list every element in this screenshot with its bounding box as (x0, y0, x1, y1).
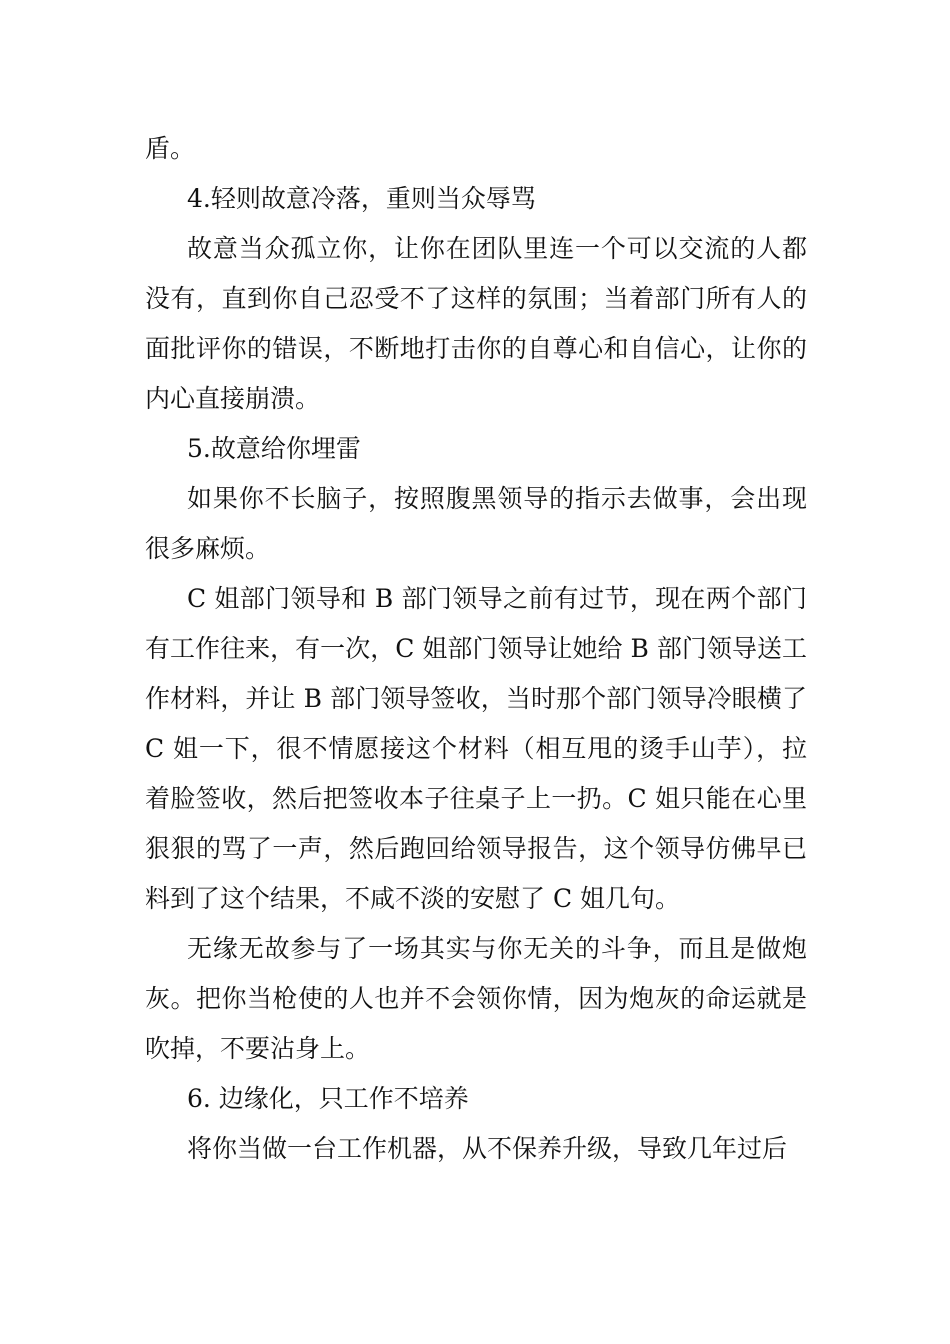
section-heading-4: 4.轻则故意冷落，重则当众辱骂 (187, 184, 536, 213)
paragraph: C 姐部门领导和 B 部门领导之前有过节，现在两个部门有工作往来，有一次，C 姐部门领导让她给 B 部门领导送工作材料，并让 B 部门领导签收，当时那个部门领导冷眼横了 C 姐一下，很不情愿接这个材料（相互甩的烫手山芋），拉着脸签收，然后把签收本子往桌子上一扔。C 姐只能在心里狠狠的骂了一声，然后跑回给领导报告，这个领导仿佛早已料到了这个结果，不咸不淡的安慰了 C 姐几句。 (145, 584, 807, 913)
section-heading-6: 6. 边缘化，只工作不培养 (187, 1084, 469, 1113)
paragraph: 故意当众孤立你，让你在团队里连一个可以交流的人都没有，直到你自己忍受不了这样的氛围；当着部门所有人的面批评你的错误，不断地打击你的自尊心和自信心，让你的内心直接崩溃。 (145, 234, 807, 413)
paragraph-continuation: 盾。 (145, 134, 196, 163)
paragraph: 无缘无故参与了一场其实与你无关的斗争，而且是做炮灰。把你当枪使的人也并不会领你情，因为炮灰的命运就是吹掉，不要沾身上。 (145, 934, 807, 1063)
document-body (145, 124, 807, 1174)
section-heading-5: 5.故意给你埋雷 (187, 434, 361, 463)
paragraph: 如果你不长脑子，按照腹黑领导的指示去做事，会出现很多麻烦。 (145, 484, 807, 563)
paragraph: 将你当做一台工作机器，从不保养升级，导致几年过后 (187, 1134, 788, 1163)
